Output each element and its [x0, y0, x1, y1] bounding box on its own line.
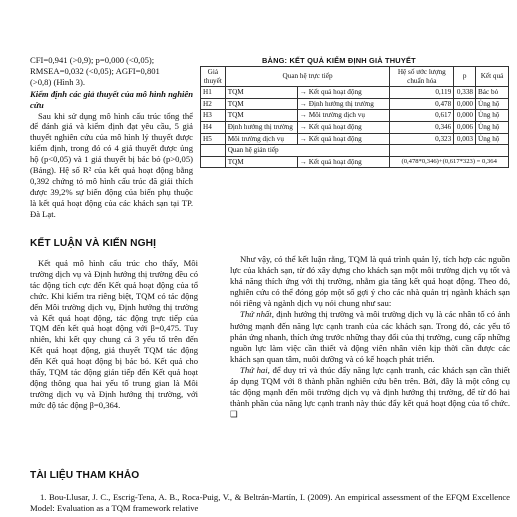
p-cell: 0,000	[454, 110, 476, 122]
effect-label: Kết quả hoạt động	[308, 134, 362, 143]
indirect-effect-value: (0,478*0,346)+(0,617*323) = 0,364	[390, 156, 509, 168]
references-list	[30, 492, 510, 514]
fit-indices-line2: RMSEA=0,032 (<0,05); AGFI=0,801	[30, 65, 160, 76]
p-cell: 0,003	[454, 133, 476, 145]
coefficient-cell: 0,323	[390, 133, 454, 145]
table-row	[201, 98, 509, 110]
table-row	[201, 110, 509, 122]
table-header-row	[201, 67, 509, 87]
first-lead: Thứ nhất,	[240, 309, 274, 320]
hypothesis-id: H3	[201, 110, 226, 122]
header-result: Kết quả	[476, 67, 509, 87]
cause-cell: TQM	[225, 87, 297, 99]
header-p: p	[454, 67, 476, 87]
indirect-effect-label: Kết quả hoạt động	[308, 157, 362, 166]
effect-label: Môi trường dịch vụ	[308, 111, 365, 120]
effect-label: Kết quả hoạt động	[308, 122, 362, 131]
effect-label: Kết quả hoạt động	[308, 88, 362, 97]
indirect-cause-cell: TQM	[225, 156, 297, 168]
recommendation-first	[230, 309, 510, 364]
arrow-right-icon: →	[299, 122, 307, 131]
recommendation-intro: Như vậy, có thể kết luận rằng, TQM là quá trình quản lý, tích hợp các nguồn lực của khách sạn, từ đó xây dựng cho khách sạn một môi trường dịch vụ tốt và khả năng thích ứng với thị trường, nhằm gia tăng kết quả hoạt động. Theo đó, nghiên cứu có thể đóng góp một số gợi ý cho các nhà quản trị ngành khách sạn nói riêng và ngành dịch vụ nói chung như sau:	[230, 254, 510, 309]
effect-cell	[297, 98, 390, 110]
cause-cell: TQM	[225, 110, 297, 122]
fit-indices-line3: (>0,8) (Hình 3).	[30, 76, 85, 87]
conclusion-column	[30, 258, 198, 411]
first-text: định hướng thị trường và môi trường dịch vụ là các nhân tố có ảnh hưởng mạnh đến năng lực cạnh tranh của các khách sạn. Trong đó, các yếu tố phản ứng nhanh, thích ứng trước những thay đổi của thị trường, cung cấp những nguồn lực làm việc cần thiết và động viên nhân viên kịp thời cần được các khách sạn quan tâm, nuôi dưỡng và có kế hoạch phát triển.	[230, 309, 510, 364]
hypothesis-id: H4	[201, 121, 226, 133]
cause-cell: Môi trường dịch vụ	[225, 133, 297, 145]
result-cell: Bác bỏ	[476, 87, 509, 99]
header-hypothesis: Giả thuyết	[201, 67, 226, 87]
result-cell: Ủng hộ	[476, 110, 509, 122]
cause-cell: Định hướng thị trường	[225, 121, 297, 133]
hypothesis-paragraph: Sau khi sử dụng mô hình cấu trúc tổng thể để đánh giá và kiểm định đạt yêu cầu, 5 giả thuyết nghiên cứu của mô hình lý thuyết được kiểm định, trong đó có 4 giả thuyết được ủng hộ (p<0,05) và 1 giả thuyết bị bác bỏ (p>0,05) (Bảng). Hệ số R² của kết quả hoạt động bằng 0,392 chứng tỏ mô hình cấu trúc đã giải thích được 39,2% sự biến động của biến phụ thuộc là kết quả hoạt động của các khách sạn tại TP. Đà Lạt.	[30, 110, 193, 219]
header-coefficient: Hệ số ước lượng chuẩn hóa	[390, 67, 454, 87]
coefficient-cell: 0,617	[390, 110, 454, 122]
conclusion-heading: KẾT LUẬN VÀ KIẾN NGHỊ	[30, 238, 157, 249]
table-row	[201, 133, 509, 145]
p-cell: 0,000	[454, 98, 476, 110]
arrow-right-icon: →	[299, 134, 307, 143]
effect-cell	[297, 110, 390, 122]
result-cell: Ủng hộ	[476, 133, 509, 145]
arrow-right-icon: →	[299, 157, 307, 166]
coefficient-cell: 0,478	[390, 98, 454, 110]
effect-label: Định hướng thị trường	[308, 99, 374, 108]
cause-cell: TQM	[225, 98, 297, 110]
conclusion-paragraph: Kết quả mô hình cấu trúc cho thấy, Môi trường dịch vụ và Định hướng thị trường đều có tác động tích cực đến Kết quả hoạt động của tổ chức. Khi kiểm tra riêng biệt, TQM có tác động đến Môi trường dịch vụ, Định hướng thị trường và Kết quả hoạt động, tác động trực tiếp của TQM đến kết quả hoạt động với β=0,475. Tuy nhiên, khi kết quy chung cả 3 yếu tố trên đến Kết quả hoạt động, giả thuyết TQM tác động đến Kết quả hoạt động bị bác bỏ. Kết quả cho thấy, TQM tác động gián tiếp đến Kết quả hoạt động thông qua hai yếu tố trung gian là Môi trường dịch vụ và Định hướng thị trường, với mức độ tác động β=0,364.	[30, 258, 198, 410]
arrow-right-icon: →	[299, 88, 307, 97]
hypothesis-id: H1	[201, 87, 226, 99]
indirect-row	[201, 156, 509, 168]
p-cell: 0,006	[454, 121, 476, 133]
indirect-effect-cell	[297, 156, 390, 168]
result-cell: Ủng hộ	[476, 98, 509, 110]
recommendation-second	[230, 365, 510, 420]
coefficient-cell: 0,346	[390, 121, 454, 133]
arrow-right-icon: →	[299, 99, 307, 108]
effect-cell	[297, 133, 390, 145]
references-heading: TÀI LIỆU THAM KHẢO	[30, 470, 140, 481]
header-direct-relation: Quan hệ trực tiếp	[225, 67, 390, 87]
table-row	[201, 87, 509, 99]
right-column	[230, 254, 510, 420]
effect-cell	[297, 87, 390, 99]
p-cell: 0,338	[454, 87, 476, 99]
table-row	[201, 121, 509, 133]
hypothesis-id: H2	[201, 98, 226, 110]
table-title: BẢNG: KẾT QUẢ KIỂM ĐỊNH GIẢ THUYẾT	[262, 56, 416, 65]
second-lead: Thứ hai,	[240, 364, 270, 375]
indirect-relation-label: Quan hệ gián tiếp	[225, 145, 390, 157]
reference-item: 1. Bou-Llusar, J. C., Escrig-Tena, A. B., Roca-Puig, V., & Beltrán-Martín, I. (2009). An empirical assessment of the EFQM Excellence Model: Evaluation as a TQM framework relative	[30, 492, 510, 513]
second-text: để duy trì và thúc đẩy năng lực cạnh tranh, các khách sạn cần thiết áp dụng TQM với 8 thành phần nghiên cứu bên trên. Bởi, đây là một công cụ tác động mạnh đến môi trường dịch vụ và định hướng thị trường, để từ đó hai thành phần của năng lực cạnh tranh này thúc đẩy kết quả hoạt động của tổ chức. ❑	[230, 364, 510, 420]
effect-cell	[297, 121, 390, 133]
hypothesis-id: H5	[201, 133, 226, 145]
left-column	[30, 55, 193, 220]
fit-indices-line1: CFI=0,941 (>0,9); p=0,000 (<0,05);	[30, 55, 155, 65]
hypothesis-table	[200, 66, 509, 168]
indirect-label-row	[201, 145, 509, 157]
result-cell: Ủng hộ	[476, 121, 509, 133]
arrow-right-icon: →	[299, 111, 307, 120]
hypothesis-subheading: Kiểm định các giả thuyết của mô hình nghiên cứu	[30, 88, 193, 110]
coefficient-cell: 0,119	[390, 87, 454, 99]
